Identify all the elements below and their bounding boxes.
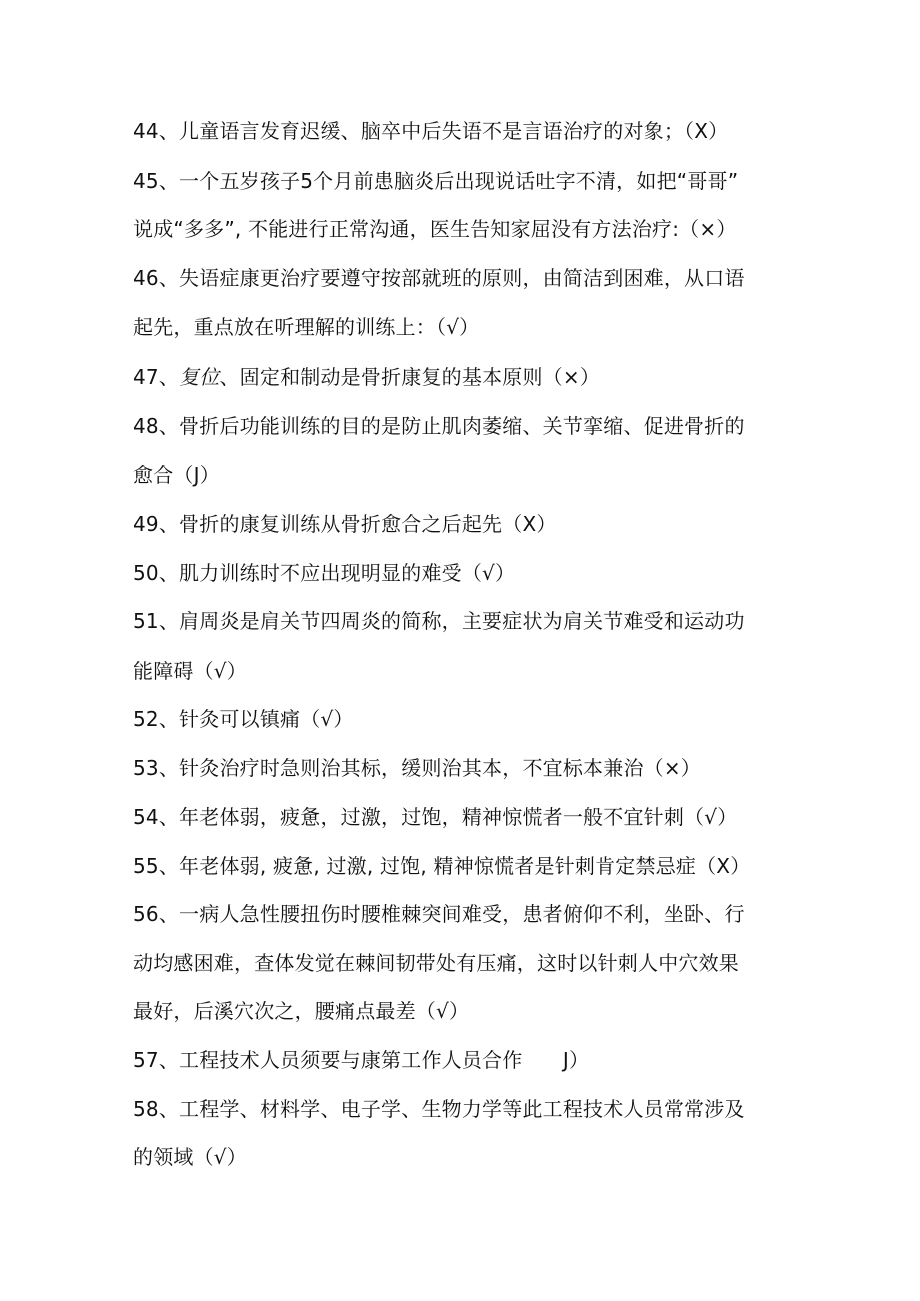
item-46-line-1: 46、失语症康更治疗要遵守按部就班的原则，由简洁到困难，从口语 <box>133 266 745 290</box>
item-58-line-1: 58、工程学、材料学、电子学、生物力学等此工程技术人员常常涉及 <box>133 1097 745 1121</box>
item-51-line-2: 能障碍（√） <box>133 659 247 683</box>
item-48-line-1: 48、骨折后功能训练的目的是防止肌肉萎缩、关节挛缩、促进骨折的 <box>133 414 745 438</box>
item-45-line-1: 45、一个五岁孩子5个月前患脑炎后出现说话吐字不清，如把“哥哥” <box>133 169 739 193</box>
item-58-line-2: 的领域（√） <box>133 1145 247 1169</box>
item-53-line-1: 53、针灸治疗时急则治其标，缓则治其本，不宜标本兼治（×） <box>133 756 702 780</box>
item-56-line-3: 最好，后溪穴次之，腰痛点最差（√） <box>133 999 470 1023</box>
item-56-line-1: 56、一病人急性腰扭伤时腰椎棘突间难受，患者俯仰不利，坐卧、行 <box>133 902 745 926</box>
item-51-line-1: 51、肩周炎是肩关节四周炎的简称，主要症状为肩关节难受和运动功 <box>133 609 745 633</box>
item-47-line-1 <box>133 361 600 393</box>
item-47-rest: 、固定和制动是骨折康复的基本原则（×） <box>219 365 601 389</box>
item-55-line-1: 55、年老体弱, 疲惫, 过激, 过饱, 精神惊慌者是针刺肯定禁忌症（X） <box>133 854 751 878</box>
item-46-line-2: 起先，重点放在听理解的训练上：（√） <box>133 315 480 339</box>
item-49-line-1: 49、骨折的康复训练从骨折愈合之后起先（X） <box>133 512 557 536</box>
item-54-line-1: 54、年老体弱，疲惫，过激，过饱，精神惊慌者一般不宜针刺（√） <box>133 805 738 829</box>
item-56-line-2: 动均感困难，查体发觉在棘间韧带处有压痛，这时以针刺人中穴效果 <box>133 951 739 975</box>
item-44-line-1: 44、儿童语言发育迟缓、脑卒中后失语不是言语治疗的对象；（X） <box>133 119 729 143</box>
item-57-line-1: 57、工程技术人员须要与康第工作人员合作 J） <box>133 1048 590 1072</box>
item-45-line-2: 说成“多多”, 不能进行正常沟通，医生告知家屈没有方法治疗:（×） <box>133 217 737 241</box>
item-47-italic-term: 复位 <box>179 365 220 389</box>
item-47-number: 47、 <box>133 365 180 389</box>
item-50-line-1: 50、肌力训练时不应出现明显的难受（√） <box>133 561 516 585</box>
item-52-line-1: 52、针灸可以镇痛（√） <box>133 707 354 731</box>
item-48-line-2: 愈合（J） <box>133 463 220 487</box>
